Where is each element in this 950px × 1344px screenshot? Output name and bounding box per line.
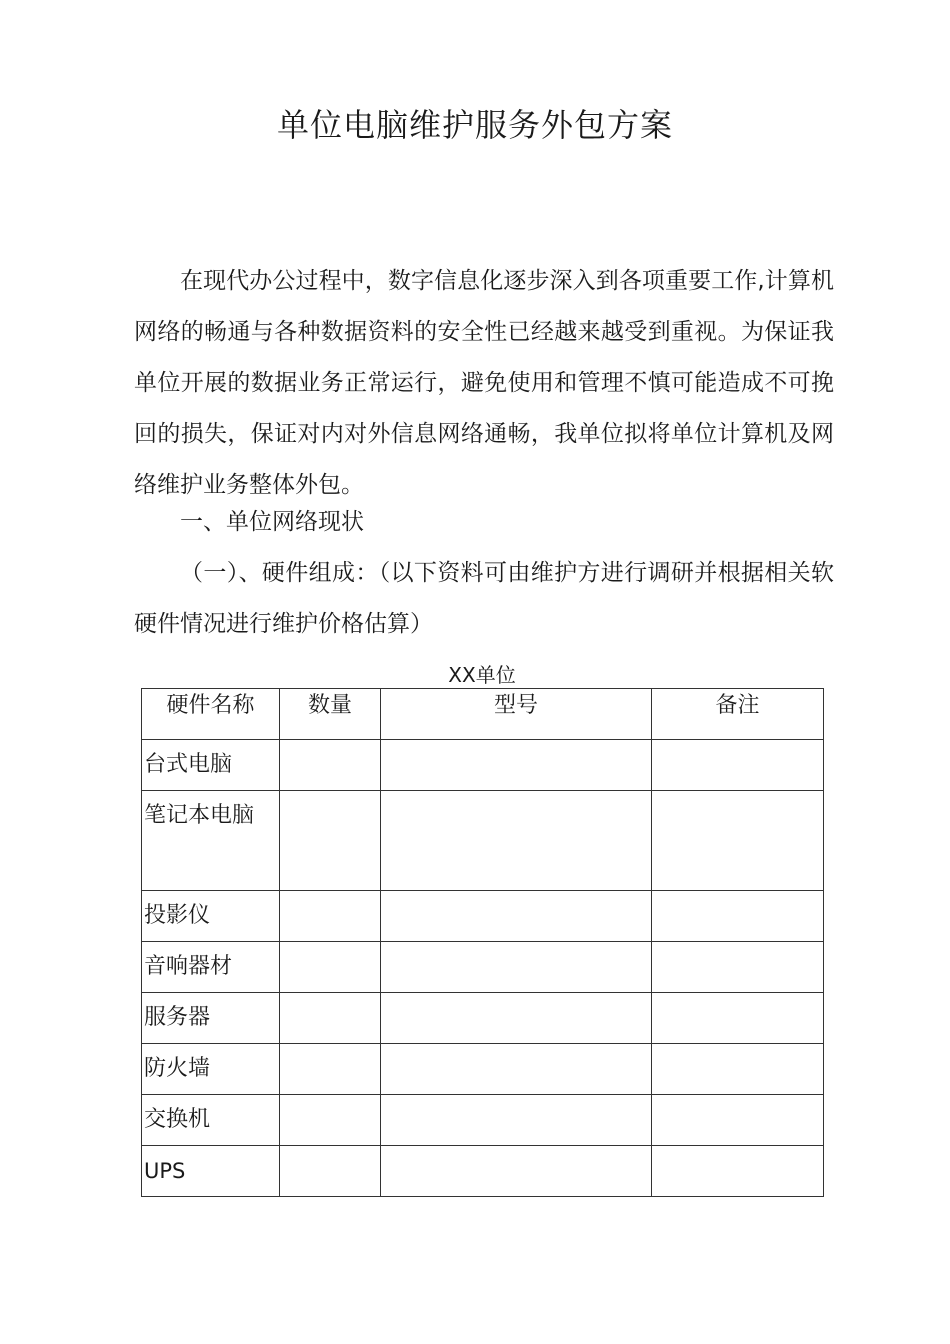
table-row [142,891,824,942]
cell-model [381,1044,652,1095]
header-quantity: 数量 [280,689,381,740]
cell-quantity [280,740,381,791]
cell-quantity [280,993,381,1044]
cell-remark [652,740,824,791]
cell-remark [652,1095,824,1146]
cell-model [381,942,652,993]
cell-model [381,1146,652,1197]
header-hardware-name: 硬件名称 [142,689,280,740]
table-row [142,1146,824,1197]
cell-model [381,1095,652,1146]
header-remark: 备注 [652,689,824,740]
document-title: 单位电脑维护服务外包方案 [276,106,673,144]
cell-hardware-name: 服务器 [142,993,280,1044]
table-row [142,942,824,993]
cell-hardware-name: 音响器材 [142,942,280,993]
cell-quantity [280,1095,381,1146]
cell-quantity [280,891,381,942]
cell-model [381,891,652,942]
cell-hardware-name: 笔记本电脑 [142,791,280,891]
table-row [142,791,824,891]
cell-quantity [280,1146,381,1197]
intro-paragraph: 在现代办公过程中，数字信息化逐步深入到各项重要工作,计算机网络的畅通与各种数据资料的安全性已经越来越受到重视。为保证我单位开展的数据业务正常运行，避免使用和管理不慎可能造成不可挽回的损失，保证对内对外信息网络通畅，我单位拟将单位计算机及网络维护业务整体外包。 [134,268,834,498]
cell-remark [652,942,824,993]
cell-quantity [280,1044,381,1095]
table-row [142,1095,824,1146]
cell-remark [652,891,824,942]
cell-remark [652,1044,824,1095]
section-heading-network-status: 一、单位网络现状 [180,509,364,535]
cell-quantity [280,791,381,891]
cell-hardware-name: 交换机 [142,1095,280,1146]
hardware-table [141,688,824,1197]
cell-hardware-name: 投影仪 [142,891,280,942]
table-row [142,993,824,1044]
cell-hardware-name: 防火墙 [142,1044,280,1095]
cell-hardware-name: 台式电脑 [142,740,280,791]
table-header-row [142,689,824,740]
header-model: 型号 [381,689,652,740]
cell-remark [652,993,824,1044]
table-caption: XX单位 [448,663,516,687]
cell-remark [652,1146,824,1197]
cell-model [381,791,652,891]
cell-hardware-name: UPS [142,1146,280,1197]
cell-model [381,740,652,791]
table-row [142,1044,824,1095]
cell-remark [652,791,824,891]
table-row [142,740,824,791]
cell-model [381,993,652,1044]
cell-quantity [280,942,381,993]
subsection-heading-hardware: （一）、硬件组成：（以下资料可由维护方进行调研并根据相关软硬件情况进行维护价格估算） [134,560,834,637]
